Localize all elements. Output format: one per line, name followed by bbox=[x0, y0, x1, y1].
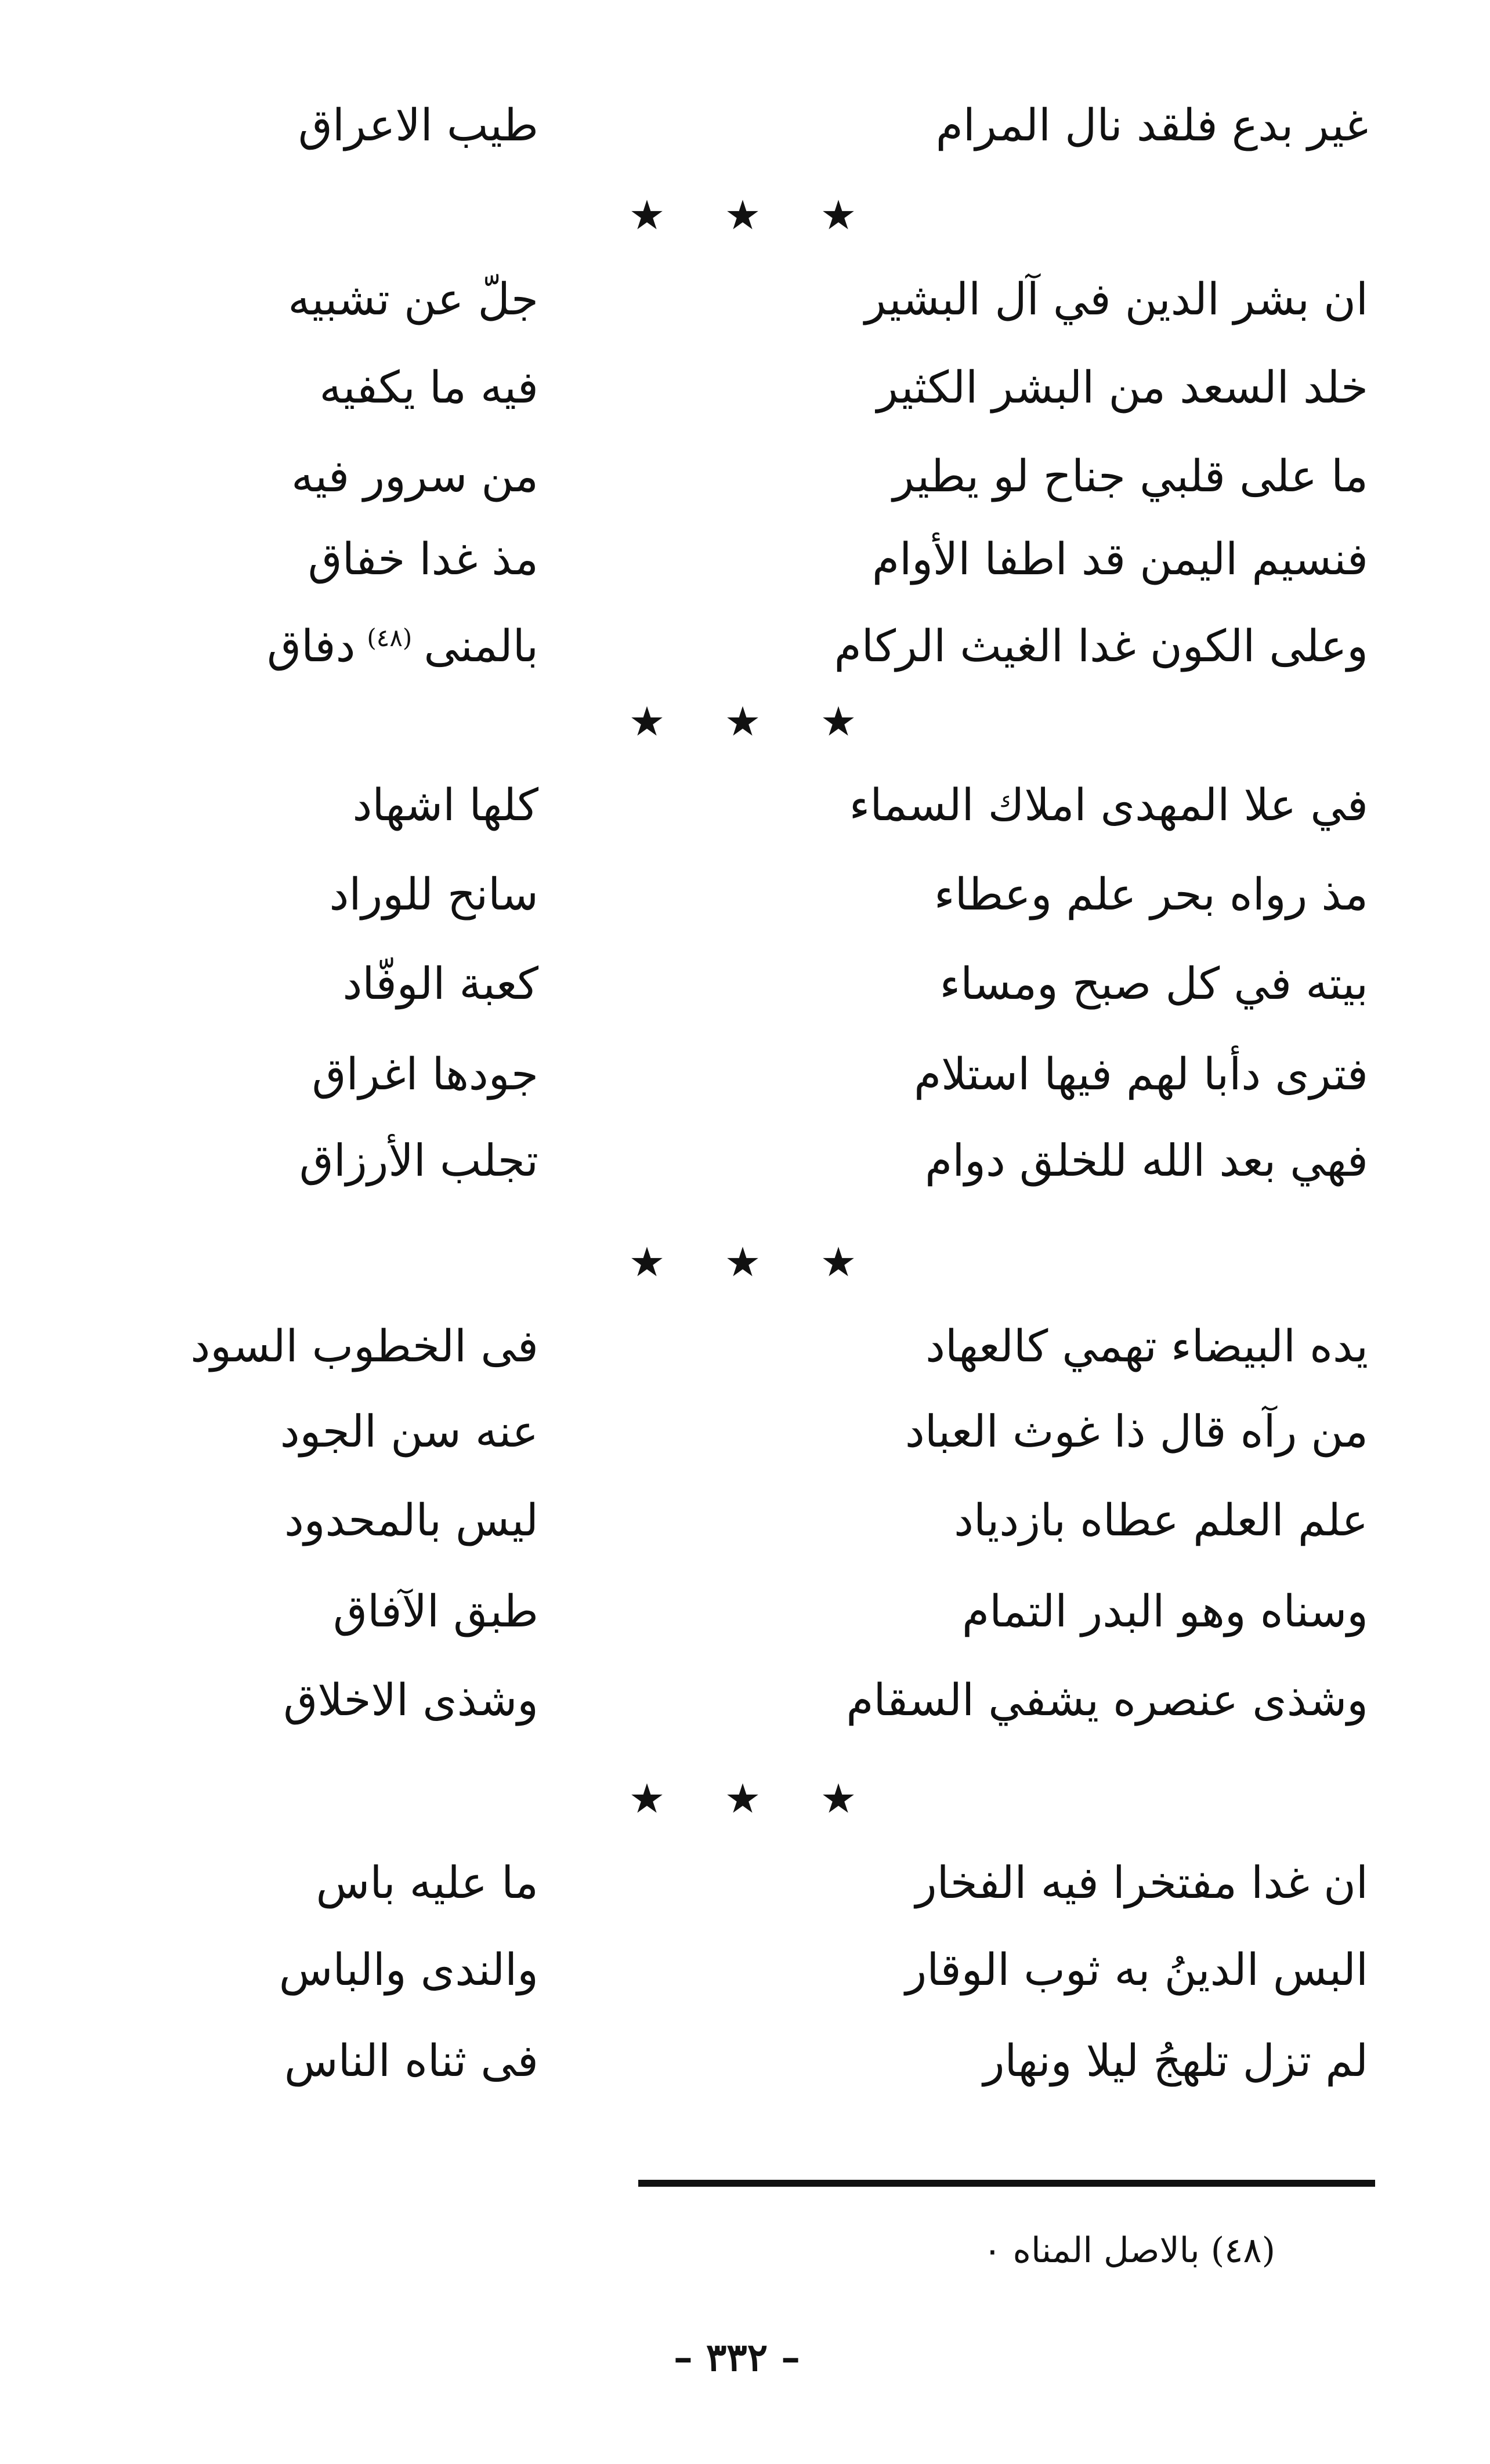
star-icon: ★ bbox=[724, 1775, 761, 1822]
section-divider-stars bbox=[621, 698, 865, 745]
verse-second-hemistich: جلّ عن تشبيه bbox=[288, 273, 538, 325]
footnote: (٤٨) بالاصل المناه ٠ bbox=[983, 2230, 1275, 2271]
verse-first-hemistich: من رآه قال ذا غوث العباد bbox=[905, 1405, 1368, 1457]
footnote-marker: (٤٨) bbox=[367, 623, 413, 652]
verse-second-hemistich: فيه ما يكفيه bbox=[319, 361, 538, 413]
verse-first-hemistich: وسناه وهو البدر التمام bbox=[962, 1585, 1368, 1637]
verse-first-hemistich: ان غدا مفتخرا فيه الفخار bbox=[915, 1857, 1368, 1908]
star-icon: ★ bbox=[820, 698, 857, 745]
verse-second-hemistich: ما عليه باس bbox=[316, 1857, 538, 1908]
star-icon: ★ bbox=[724, 1238, 761, 1286]
verse-second-hemistich: جودها اغراق bbox=[312, 1048, 538, 1100]
verse-first-hemistich: فهي بعد الله للخلق دوام bbox=[925, 1135, 1368, 1186]
verse-first-hemistich: علم العلم عطاه بازدياد bbox=[954, 1494, 1368, 1546]
verse-second-hemistich: فى ثناه الناس bbox=[284, 2035, 538, 2086]
verse-first-hemistich: يده البيضاء تهمي كالعهاد bbox=[925, 1320, 1368, 1372]
verse-first-hemistich: في علا المهدى املاك السماء bbox=[849, 779, 1368, 831]
verse-first-hemistich: لم تزل تلهجُ ليلا ونهار bbox=[983, 2035, 1368, 2086]
verse-first-hemistich: خلد السعد من البشر الكثير bbox=[877, 361, 1368, 413]
star-icon: ★ bbox=[628, 1238, 666, 1286]
section-divider-stars bbox=[621, 1238, 865, 1286]
verse-first-hemistich: وشذى عنصره يشفي السقام bbox=[846, 1674, 1368, 1726]
verse-first-hemistich: مذ رواه بحر علم وعطاء bbox=[934, 868, 1368, 920]
verse-first-hemistich: بيته في كل صبح ومساء bbox=[939, 958, 1368, 1009]
verse-second-hemistich: طيب الاعراق bbox=[298, 99, 538, 151]
verse-second-hemistich: طبق الآفاق bbox=[333, 1585, 538, 1637]
section-divider-stars bbox=[621, 1775, 865, 1822]
verse-second-hemistich: والندى والباس bbox=[279, 1944, 538, 1995]
verse-second-hemistich: عنه سن الجود bbox=[280, 1405, 538, 1457]
verse-second-hemistich: من سرور فيه bbox=[291, 450, 538, 502]
verse-word: دفاق bbox=[267, 620, 356, 672]
section-divider-stars bbox=[621, 191, 865, 239]
star-icon: ★ bbox=[820, 1238, 857, 1286]
verse-first-hemistich: فترى دأبا لهم فيها استلام bbox=[914, 1048, 1368, 1100]
verse-second-hemistich: تجلب الأرزاق bbox=[299, 1135, 538, 1186]
star-icon: ★ bbox=[724, 191, 761, 239]
verse-second-hemistich: ليس بالمحدود bbox=[284, 1494, 538, 1546]
verse-first-hemistich: ان بشر الدين في آل البشير bbox=[865, 273, 1368, 325]
page-number: – ٣٣٢ – bbox=[673, 2335, 801, 2380]
verse-first-hemistich: وعلى الكون غدا الغيث الركام bbox=[834, 620, 1368, 672]
verse-second-hemistich: مذ غدا خفاق bbox=[308, 533, 538, 585]
verse-first-hemistich: البس الدينُ به ثوب الوقار bbox=[905, 1944, 1368, 1995]
verse-first-hemistich: ما على قلبي جناح لو يطير bbox=[892, 450, 1368, 502]
star-icon: ★ bbox=[724, 698, 761, 745]
star-icon: ★ bbox=[628, 191, 666, 239]
star-icon: ★ bbox=[820, 1775, 857, 1822]
star-icon: ★ bbox=[628, 698, 666, 745]
footnote-rule bbox=[638, 2180, 1375, 2187]
verse-second-hemistich: سانح للوراد bbox=[329, 868, 538, 920]
verse-second-hemistich bbox=[97, 621, 538, 671]
star-icon: ★ bbox=[820, 191, 857, 239]
verse-second-hemistich: كعبة الوفّاد bbox=[342, 958, 538, 1009]
verse-first-hemistich: فنسيم اليمن قد اطفا الأوام bbox=[872, 533, 1368, 585]
verse-word: بالمنى bbox=[424, 620, 538, 672]
verse-second-hemistich: فى الخطوب السود bbox=[190, 1320, 538, 1372]
verse-second-hemistich: وشذى الاخلاق bbox=[283, 1674, 538, 1726]
verse-first-hemistich: غير بدع فلقد نال المرام bbox=[935, 99, 1368, 151]
star-icon: ★ bbox=[628, 1775, 666, 1822]
verse-second-hemistich: كلها اشهاد bbox=[352, 779, 538, 831]
